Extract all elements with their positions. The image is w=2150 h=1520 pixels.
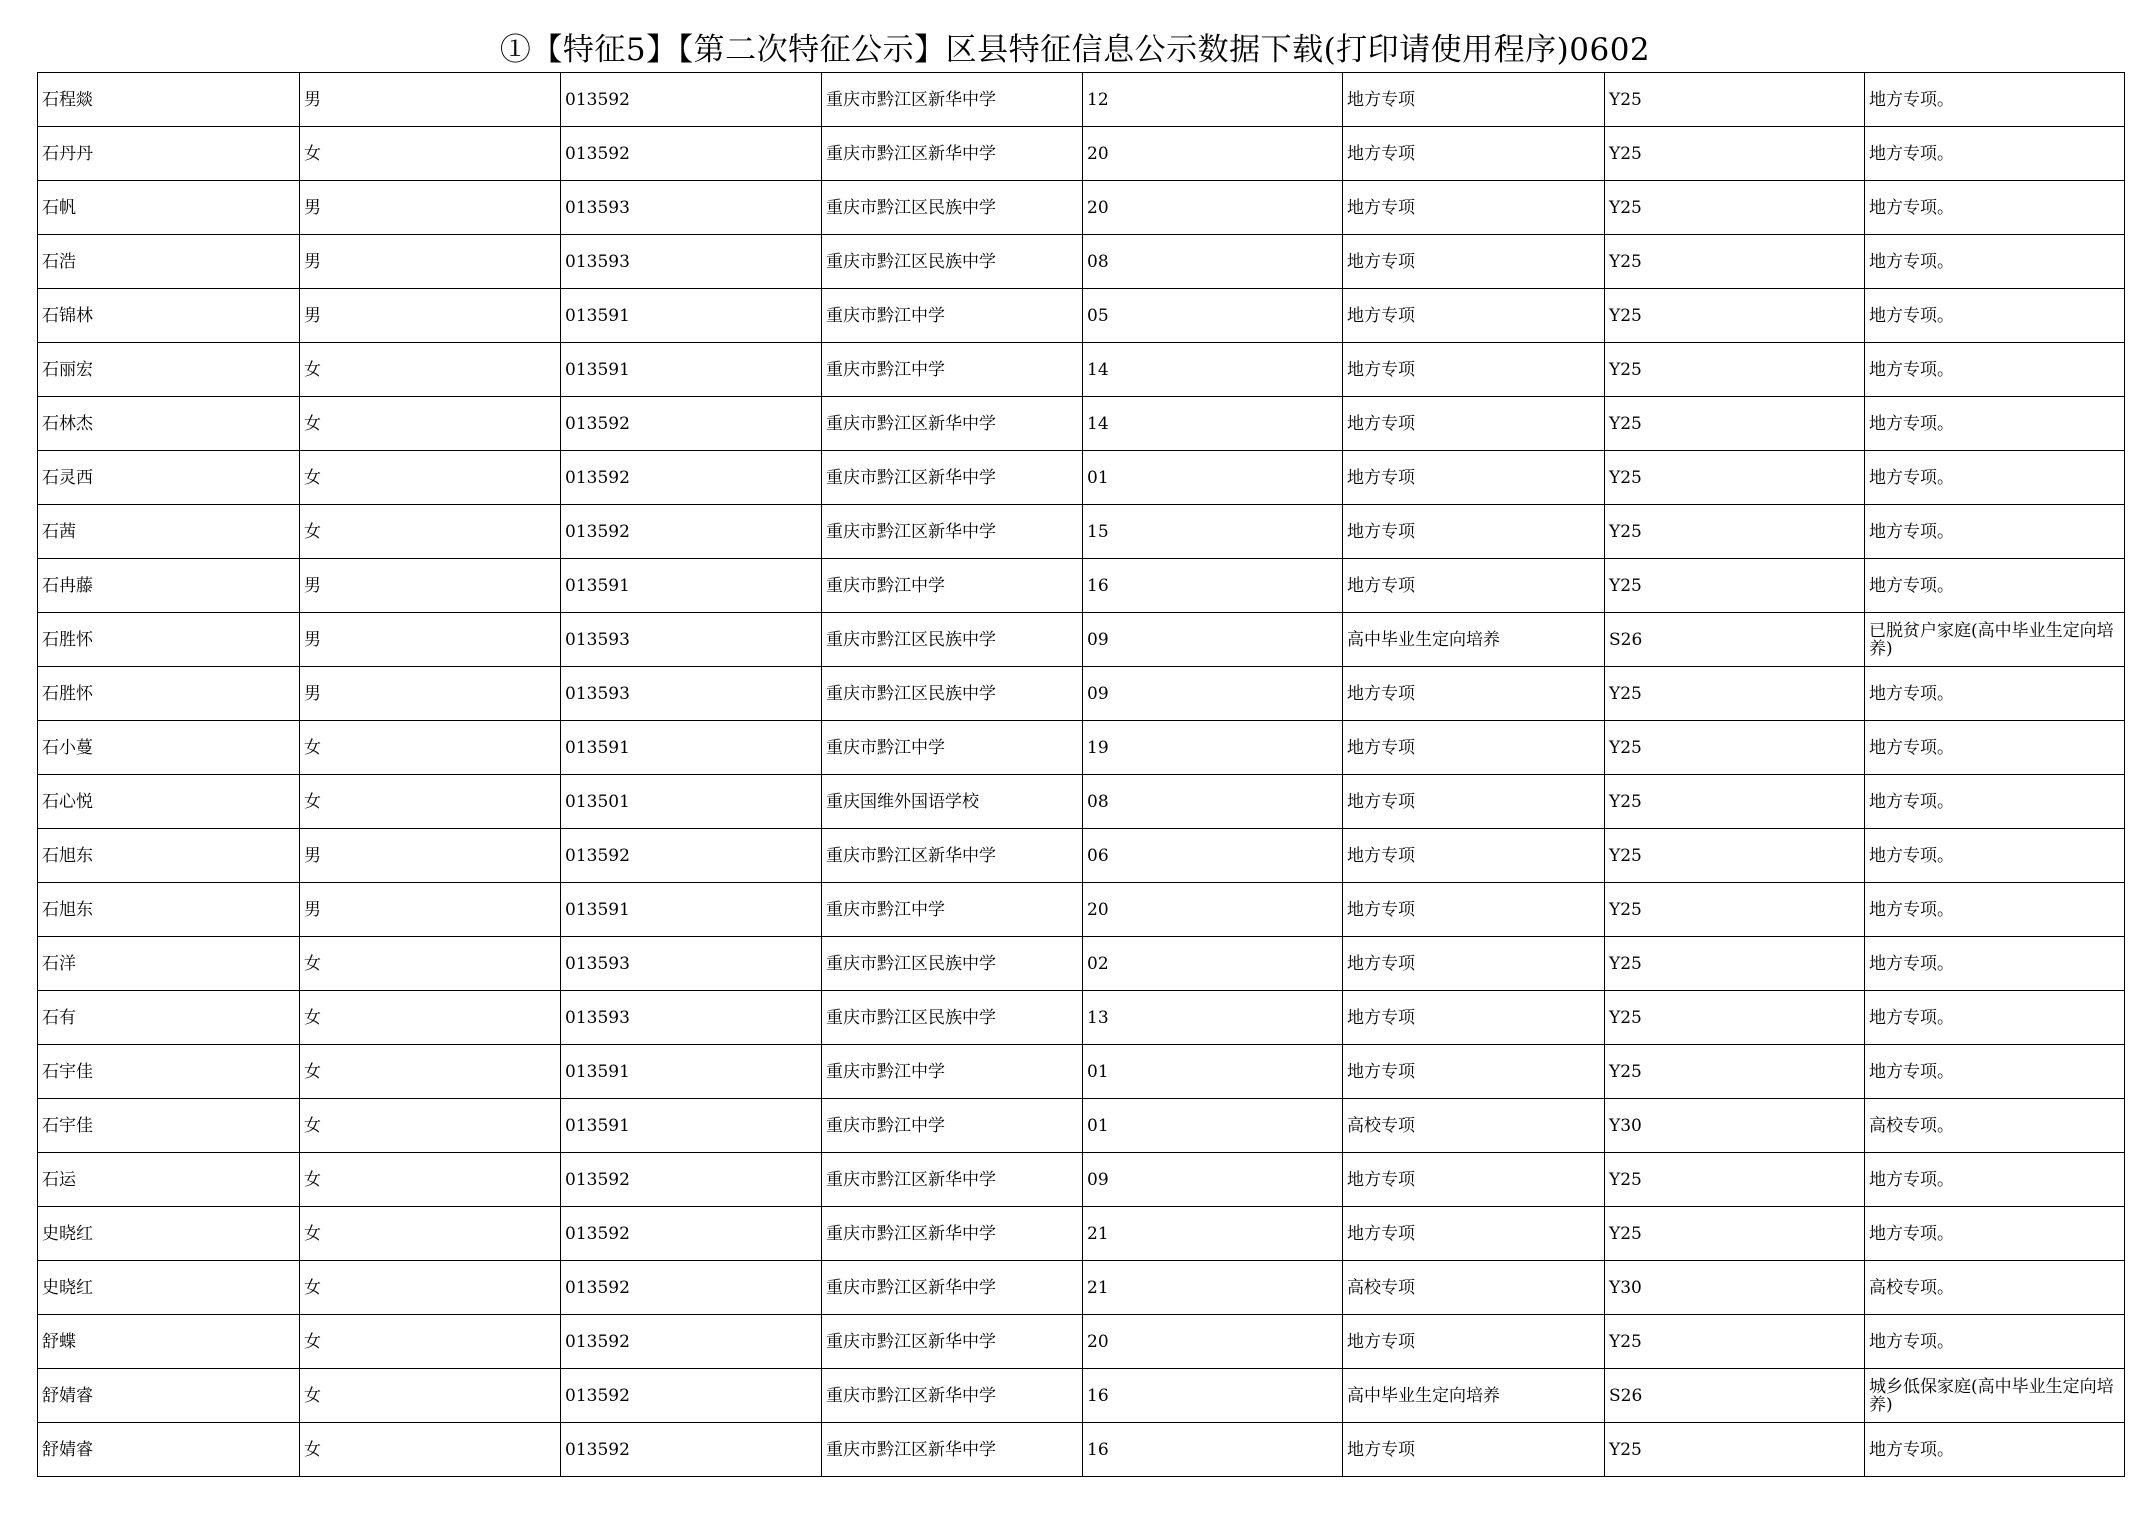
cell-code: 013591 [561,559,822,613]
cell-gender: 男 [300,181,561,235]
cell-school: 重庆市黔江区民族中学 [822,235,1083,289]
table-row [38,559,2125,613]
cell-gender: 女 [300,1153,561,1207]
cell-name: 石丹丹 [38,127,300,181]
table-row [38,1045,2125,1099]
cell-gender: 女 [300,1423,561,1477]
cell-type-code: Y25 [1605,1045,1865,1099]
cell-gender: 女 [300,1207,561,1261]
table-row [38,613,2125,667]
cell-remark: 地方专项。 [1865,883,2125,937]
cell-name: 石洋 [38,937,300,991]
cell-category: 地方专项 [1343,1207,1605,1261]
cell-code: 013501 [561,775,822,829]
cell-name: 石旭东 [38,829,300,883]
cell-school: 重庆市黔江区民族中学 [822,667,1083,721]
cell-remark: 地方专项。 [1865,397,2125,451]
cell-school: 重庆市黔江区新华中学 [822,127,1083,181]
cell-remark: 地方专项。 [1865,289,2125,343]
cell-school: 重庆市黔江区民族中学 [822,937,1083,991]
cell-category: 地方专项 [1343,73,1605,127]
cell-remark: 地方专项。 [1865,1207,2125,1261]
cell-name: 石帆 [38,181,300,235]
cell-remark: 地方专项。 [1865,829,2125,883]
cell-code: 013592 [561,1423,822,1477]
cell-remark: 地方专项。 [1865,181,2125,235]
cell-name: 石胜怀 [38,667,300,721]
table-row [38,1099,2125,1153]
cell-class: 01 [1083,1099,1343,1153]
cell-school: 重庆市黔江区民族中学 [822,181,1083,235]
cell-name: 史晓红 [38,1207,300,1261]
cell-remark: 已脱贫户家庭(高中毕业生定向培养) [1865,613,2125,667]
cell-code: 013592 [561,1153,822,1207]
cell-gender: 女 [300,451,561,505]
cell-type-code: Y25 [1605,235,1865,289]
cell-class: 20 [1083,181,1343,235]
cell-category: 地方专项 [1343,991,1605,1045]
cell-type-code: Y25 [1605,127,1865,181]
cell-name: 石锦林 [38,289,300,343]
cell-class: 21 [1083,1207,1343,1261]
cell-gender: 男 [300,73,561,127]
cell-remark: 地方专项。 [1865,451,2125,505]
cell-school: 重庆市黔江区新华中学 [822,1369,1083,1423]
cell-code: 013591 [561,1045,822,1099]
cell-remark: 地方专项。 [1865,721,2125,775]
cell-class: 20 [1083,1315,1343,1369]
cell-school: 重庆市黔江区民族中学 [822,613,1083,667]
cell-code: 013593 [561,235,822,289]
cell-class: 16 [1083,559,1343,613]
cell-type-code: S26 [1605,613,1865,667]
cell-type-code: Y25 [1605,775,1865,829]
cell-code: 013592 [561,397,822,451]
cell-gender: 女 [300,1369,561,1423]
cell-category: 高中毕业生定向培养 [1343,1369,1605,1423]
cell-gender: 男 [300,613,561,667]
cell-school: 重庆市黔江区新华中学 [822,1153,1083,1207]
table-row [38,775,2125,829]
cell-name: 石浩 [38,235,300,289]
cell-code: 013593 [561,937,822,991]
cell-school: 重庆市黔江区新华中学 [822,1423,1083,1477]
cell-name: 石宇佳 [38,1045,300,1099]
cell-class: 14 [1083,397,1343,451]
cell-type-code: Y25 [1605,829,1865,883]
table-row [38,289,2125,343]
cell-code: 013593 [561,667,822,721]
cell-school: 重庆市黔江区新华中学 [822,505,1083,559]
cell-name: 石旭东 [38,883,300,937]
cell-class: 21 [1083,1261,1343,1315]
cell-type-code: Y25 [1605,721,1865,775]
cell-gender: 女 [300,1099,561,1153]
table-row [38,127,2125,181]
cell-gender: 男 [300,559,561,613]
cell-gender: 男 [300,829,561,883]
table-row [38,1153,2125,1207]
cell-code: 013591 [561,289,822,343]
cell-school: 重庆市黔江中学 [822,1099,1083,1153]
cell-category: 地方专项 [1343,451,1605,505]
cell-class: 16 [1083,1369,1343,1423]
cell-gender: 女 [300,937,561,991]
cell-name: 石林杰 [38,397,300,451]
cell-type-code: Y30 [1605,1099,1865,1153]
table-row [38,1261,2125,1315]
cell-school: 重庆市黔江中学 [822,343,1083,397]
table-row [38,1315,2125,1369]
cell-type-code: S26 [1605,1369,1865,1423]
cell-remark: 地方专项。 [1865,1153,2125,1207]
cell-name: 石灵西 [38,451,300,505]
cell-class: 08 [1083,775,1343,829]
cell-category: 高中毕业生定向培养 [1343,613,1605,667]
cell-code: 013592 [561,1261,822,1315]
cell-code: 013591 [561,721,822,775]
cell-type-code: Y25 [1605,991,1865,1045]
cell-remark: 地方专项。 [1865,343,2125,397]
table-row [38,451,2125,505]
cell-name: 石胜怀 [38,613,300,667]
cell-category: 地方专项 [1343,343,1605,397]
cell-remark: 地方专项。 [1865,505,2125,559]
cell-class: 06 [1083,829,1343,883]
cell-class: 13 [1083,991,1343,1045]
cell-category: 地方专项 [1343,775,1605,829]
cell-class: 15 [1083,505,1343,559]
cell-code: 013591 [561,343,822,397]
table-row [38,1207,2125,1261]
cell-category: 地方专项 [1343,721,1605,775]
cell-remark: 高校专项。 [1865,1261,2125,1315]
cell-code: 013593 [561,181,822,235]
page-title: ①【特征5】【第二次特征公示】区县特征信息公示数据下载(打印请使用程序)0602 [499,32,1651,68]
cell-class: 09 [1083,1153,1343,1207]
cell-name: 史晓红 [38,1261,300,1315]
table-body [38,73,2125,1477]
cell-school: 重庆市黔江区新华中学 [822,1207,1083,1261]
cell-gender: 女 [300,775,561,829]
cell-category: 地方专项 [1343,397,1605,451]
cell-type-code: Y25 [1605,559,1865,613]
cell-gender: 男 [300,883,561,937]
cell-category: 地方专项 [1343,1315,1605,1369]
table-row [38,667,2125,721]
cell-type-code: Y25 [1605,181,1865,235]
cell-category: 高校专项 [1343,1099,1605,1153]
data-table-container [37,72,2124,1477]
cell-school: 重庆市黔江区新华中学 [822,397,1083,451]
cell-class: 16 [1083,1423,1343,1477]
cell-school: 重庆市黔江区新华中学 [822,1315,1083,1369]
table-row [38,937,2125,991]
cell-school: 重庆市黔江区新华中学 [822,829,1083,883]
cell-code: 013592 [561,505,822,559]
cell-code: 013593 [561,991,822,1045]
cell-name: 石冉藤 [38,559,300,613]
cell-school: 重庆市黔江区新华中学 [822,451,1083,505]
cell-name: 石心悦 [38,775,300,829]
cell-name: 石茜 [38,505,300,559]
cell-type-code: Y25 [1605,937,1865,991]
cell-remark: 地方专项。 [1865,1045,2125,1099]
cell-remark: 地方专项。 [1865,1315,2125,1369]
table-row [38,73,2125,127]
table-row [38,991,2125,1045]
cell-remark: 地方专项。 [1865,235,2125,289]
cell-remark: 地方专项。 [1865,559,2125,613]
cell-type-code: Y25 [1605,1153,1865,1207]
cell-name: 舒婧睿 [38,1423,300,1477]
cell-school: 重庆市黔江区新华中学 [822,1261,1083,1315]
cell-gender: 女 [300,721,561,775]
cell-gender: 女 [300,505,561,559]
table-row [38,721,2125,775]
cell-class: 12 [1083,73,1343,127]
cell-gender: 女 [300,343,561,397]
cell-type-code: Y30 [1605,1261,1865,1315]
cell-code: 013592 [561,1315,822,1369]
cell-class: 09 [1083,667,1343,721]
cell-school: 重庆市黔江中学 [822,289,1083,343]
cell-type-code: Y25 [1605,1315,1865,1369]
cell-class: 20 [1083,127,1343,181]
cell-remark: 地方专项。 [1865,775,2125,829]
data-table [37,72,2125,1477]
cell-type-code: Y25 [1605,73,1865,127]
cell-type-code: Y25 [1605,289,1865,343]
cell-category: 高校专项 [1343,1261,1605,1315]
cell-class: 09 [1083,613,1343,667]
cell-class: 01 [1083,1045,1343,1099]
cell-name: 石小蔓 [38,721,300,775]
table-row [38,829,2125,883]
cell-class: 19 [1083,721,1343,775]
cell-school: 重庆市黔江区民族中学 [822,991,1083,1045]
cell-category: 地方专项 [1343,559,1605,613]
cell-code: 013591 [561,883,822,937]
cell-category: 地方专项 [1343,505,1605,559]
cell-class: 01 [1083,451,1343,505]
cell-gender: 男 [300,667,561,721]
cell-remark: 城乡低保家庭(高中毕业生定向培养) [1865,1369,2125,1423]
cell-school: 重庆市黔江中学 [822,1045,1083,1099]
cell-remark: 地方专项。 [1865,991,2125,1045]
cell-name: 石丽宏 [38,343,300,397]
cell-code: 013592 [561,451,822,505]
cell-type-code: Y25 [1605,451,1865,505]
cell-remark: 地方专项。 [1865,127,2125,181]
cell-gender: 女 [300,1261,561,1315]
cell-category: 地方专项 [1343,1045,1605,1099]
cell-name: 石有 [38,991,300,1045]
cell-category: 地方专项 [1343,883,1605,937]
cell-school: 重庆市黔江中学 [822,559,1083,613]
cell-type-code: Y25 [1605,1423,1865,1477]
cell-remark: 地方专项。 [1865,667,2125,721]
cell-school: 重庆市黔江中学 [822,721,1083,775]
cell-category: 地方专项 [1343,289,1605,343]
cell-school: 重庆市黔江中学 [822,883,1083,937]
cell-code: 013592 [561,829,822,883]
table-row [38,1369,2125,1423]
cell-school: 重庆市黔江区新华中学 [822,73,1083,127]
cell-name: 石运 [38,1153,300,1207]
cell-category: 地方专项 [1343,127,1605,181]
table-row [38,181,2125,235]
cell-gender: 男 [300,289,561,343]
cell-type-code: Y25 [1605,1207,1865,1261]
cell-code: 013593 [561,613,822,667]
cell-gender: 女 [300,1045,561,1099]
cell-name: 舒婧睿 [38,1369,300,1423]
cell-class: 20 [1083,883,1343,937]
cell-gender: 女 [300,127,561,181]
cell-category: 地方专项 [1343,1423,1605,1477]
cell-type-code: Y25 [1605,883,1865,937]
cell-category: 地方专项 [1343,937,1605,991]
cell-remark: 高校专项。 [1865,1099,2125,1153]
table-row [38,1423,2125,1477]
table-row [38,883,2125,937]
table-row [38,343,2125,397]
cell-code: 013592 [561,127,822,181]
cell-class: 02 [1083,937,1343,991]
cell-school: 重庆国维外国语学校 [822,775,1083,829]
cell-gender: 女 [300,1315,561,1369]
cell-code: 013592 [561,1207,822,1261]
cell-type-code: Y25 [1605,505,1865,559]
cell-remark: 地方专项。 [1865,73,2125,127]
cell-type-code: Y25 [1605,343,1865,397]
cell-name: 石程燚 [38,73,300,127]
cell-gender: 男 [300,235,561,289]
cell-code: 013592 [561,1369,822,1423]
table-row [38,505,2125,559]
cell-name: 石宇佳 [38,1099,300,1153]
cell-type-code: Y25 [1605,667,1865,721]
cell-name: 舒蝶 [38,1315,300,1369]
cell-class: 05 [1083,289,1343,343]
cell-code: 013591 [561,1099,822,1153]
table-row [38,397,2125,451]
cell-category: 地方专项 [1343,829,1605,883]
cell-gender: 女 [300,991,561,1045]
cell-type-code: Y25 [1605,397,1865,451]
cell-code: 013592 [561,73,822,127]
cell-category: 地方专项 [1343,667,1605,721]
cell-category: 地方专项 [1343,181,1605,235]
cell-category: 地方专项 [1343,235,1605,289]
cell-category: 地方专项 [1343,1153,1605,1207]
cell-class: 08 [1083,235,1343,289]
cell-remark: 地方专项。 [1865,937,2125,991]
cell-class: 14 [1083,343,1343,397]
cell-gender: 女 [300,397,561,451]
cell-remark: 地方专项。 [1865,1423,2125,1477]
table-row [38,235,2125,289]
